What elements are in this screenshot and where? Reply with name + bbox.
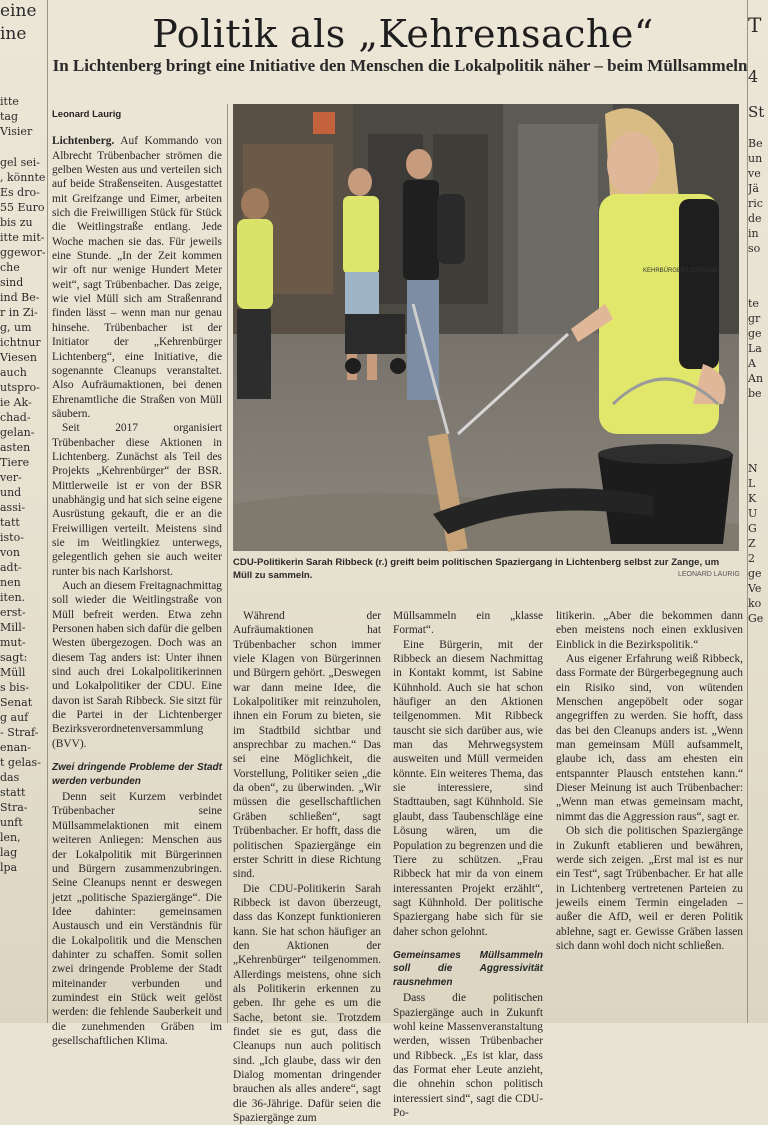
left-edge-fragment: asten: [0, 441, 31, 454]
vest-print: KEHRBÜRGER LICHTENB.: [643, 268, 719, 274]
left-edge-fragment: erst-: [0, 606, 26, 619]
right-edge-fragment: ge: [748, 327, 762, 340]
column-rule: [227, 104, 228, 1023]
paragraph: Auch an diesem Freitagnachmittag soll wieder die Weitlingstraße von Müll befreit werden. Etwa zehn Personen haben sich dafür die gelben Westen übergezogen. Doch was an diesem Tag anders ist: Unter ihnen sind auch drei Lokalpolitikerinnen und Lokalpolitiker der CDU. Eine davon ist Sarah Ribbeck. Sie sitzt für die Partei in der Lichtenberger Bezirksverordnetenversammlung (BVV).: [52, 580, 222, 750]
left-edge-fragment: Mill-: [0, 621, 26, 634]
left-edge-fragment: Müll: [0, 666, 26, 679]
left-edge-fragment: - Straf-: [0, 726, 39, 739]
left-edge-fragment: s bis-: [0, 681, 30, 694]
left-edge-fragment: ggewor-: [0, 246, 46, 259]
dateline: Lichtenberg.: [52, 135, 115, 148]
left-edge-fragment: Es dro-: [0, 186, 40, 199]
article-column-3: [393, 609, 543, 1121]
left-edge-fragment: statt: [0, 786, 26, 799]
left-edge-fragment: auch: [0, 366, 27, 379]
left-edge-fragment: Viesen: [0, 351, 38, 364]
right-edge-fragment: Be: [748, 137, 763, 150]
right-edge-fragment: ric: [748, 197, 763, 210]
paragraph: [52, 134, 222, 421]
right-edge-fragment: La: [748, 342, 762, 355]
left-edge-fragment: ind Be-: [0, 291, 40, 304]
adjacent-article-left-edge: [0, 0, 46, 1023]
crosshead: Zwei dringende Probleme der Stadt werden verbunden: [52, 762, 222, 787]
left-edge-fragment: utspro-: [0, 381, 40, 394]
left-edge-fragment: lpa: [0, 861, 18, 874]
paragraph-text: Auf Kommando von Albrecht Trübenbacher strömen die gelben Westen aus und verteilen sich auf beide Straßenseiten. Ausgestattet mit Greifzange und Eimer, arbeiten sich die Freiwilligen Stück für Stück die Weitlingstraße entlang. Jede Woche machen sie das. Für jeweils eine Stunde. „In der Zeit kommen wir oft nur wenige Hundert Meter weit“, sagt Trübenbacher. Das zeige, wie viel Müll sich am Straßenrand finden lässt – wenn man nur genau hinsehe. Trübenbacher ist der Initiator der „Kehrenbürger Lichtenberg“, eine Initiative, die sogenannte Cleanups veranstaltet. Also Aufräumaktionen, bei denen Ehrenamtliche die Straßen von Müll säubern.: [52, 135, 222, 420]
right-edge-fragment: St: [748, 103, 765, 121]
left-edge-fragment: nen: [0, 576, 21, 589]
right-edge-fragment: T: [748, 13, 762, 37]
paragraph: Denn seit Kurzem verbindet Trübenbacher seine Müllsammelaktionen mit einem weiteren Anliegen: Menschen aus der Lokalpolitik mit Bürgerinnen und Bürgern zusammenzubringen. Seine Cleanups nennt er deswegen jetzt „politische Spaziergänge“. Die Idee dahinter: gemeinsamen Austausch und ein Verständnis für die Lokalpolitik und die Menschen dahinter zu schaffen. Somit sollen zwei dringende Probleme der Stadt miteinander verbunden und zumindest ein Stück weit gelöst werden: die fehlende Sauberkeit und die zunehmenden Gräben im gesellschaftlichen Klima.: [52, 791, 222, 1047]
paragraph: Aus eigener Erfahrung weiß Ribbeck, dass Formate der Bürgerbegegnung auch ein Risiko sind, von wütenden Menschen angepöbelt oder sogar angegriffen zu werden. Sie hofft, dass das bei den Cleanups anders ist. „Wenn man gemeinsam Müll aufsammelt, glaube ich, dass am ehesten ein entspannter Plausch entstehen kann.“ Dieser Meinung ist auch Trübenbacher: „Wenn man etwas gemeinsam macht, nimmt das die Aggression raus“, sagt er.: [556, 653, 743, 823]
left-edge-fragment: enan-: [0, 741, 31, 754]
right-edge-fragment: Jä: [748, 182, 759, 195]
article-column-4: [556, 609, 743, 953]
right-edge-fragment: ve: [748, 167, 761, 180]
right-edge-fragment: K: [748, 492, 757, 505]
article-column-2: [233, 609, 381, 1125]
right-edge-fragment: un: [748, 152, 763, 165]
right-edge-fragment: te: [748, 297, 759, 310]
paragraph: Die CDU-Politikerin Sarah Ribbeck ist davon überzeugt, dass das Konzept funktionieren kann. Sie hat schon häufiger an den Aktionen der „Kehrenbürger“ teilgenommen. Allerdings meistens, ohne sich als Politikerin erkennen zu geben. Ihr gehe es um die Sache, betont sie. Trotzdem findet sie es gut, dass die Cleanups nun auch politisch sind. „Ich glaube, dass wir den Dialog momentan dringender brauchen als alles andere“, sagt die 36-Jährige. Dafür seien die Spaziergänge zum: [233, 882, 381, 1125]
photo-credit: LEONARD LAURIG: [678, 571, 740, 578]
left-edge-fragment: tatt: [0, 516, 20, 529]
article-column-1: [52, 108, 222, 1048]
left-edge-fragment: von: [0, 546, 20, 559]
right-edge-fragment: U: [748, 507, 758, 520]
paragraph: litikerin. „Aber die bekommen dann eben meistens noch einen exklusiven Einblick in die Bezirkspolitik.“: [556, 610, 743, 651]
right-edge-fragment: An: [748, 372, 764, 385]
right-edge-fragment: 4: [748, 67, 759, 86]
left-edge-fragment: und: [0, 486, 22, 499]
right-edge-fragment: Ge: [748, 612, 764, 625]
left-edge-fragment: unft: [0, 816, 23, 829]
paragraph: Müllsammeln ein „klasse Format“.: [393, 610, 543, 637]
left-edge-fragment: Senat: [0, 696, 33, 709]
left-edge-fragment: isto-: [0, 531, 24, 544]
left-edge-fragment: Stra-: [0, 801, 28, 814]
left-edge-fragment: t gelas-: [0, 756, 41, 769]
paragraph: Dass die politischen Spaziergänge auch in Zukunft wohl keine Massenveranstaltung werden, wissen Trübenbacher und Ribbeck. „Es ist klar, dass das Format eher Leute anzieht, die ohnehin schon politisch interessiert sind“, sagt die CDU-Po-: [393, 992, 543, 1120]
right-edge-fragment: Ve: [748, 582, 762, 595]
left-edge-fragment: Tiere: [0, 456, 30, 469]
right-edge-fragment: A: [748, 357, 756, 370]
left-edge-fragment: r in Zi-: [0, 306, 38, 319]
right-edge-fragment: be: [748, 387, 762, 400]
left-edge-fragment: itte: [0, 95, 19, 108]
photo-street-cleanup: [233, 104, 739, 551]
left-edge-fragment: ie Ak-: [0, 396, 32, 409]
left-edge-fragment: g auf: [0, 711, 29, 724]
left-edge-fragment-1: ine: [0, 24, 27, 44]
left-edge-fragment: bis zu: [0, 216, 33, 229]
column-rule: [47, 0, 48, 1023]
right-edge-fragment: 2: [748, 552, 755, 565]
paragraph: Seit 2017 organisiert Trübenbacher diese Aktionen in Lichtenberg. Zunächst als Teil des Projekts „Kehrenbürger“ der BSR. Mittlerweile ist er von der BSR unabhängig und hat sich seine eigene Ausrüstung gekauft, die er an die Freiwilligen verteilt. Meistens sind sie im Weitlingkiez unterwegs, gelegentlich gehen sie auch weiter runter bis nach Karlshorst.: [52, 422, 222, 578]
right-edge-fragment: ge: [748, 567, 762, 580]
left-edge-fragment: sagt:: [0, 651, 28, 664]
right-edge-fragment: G: [748, 522, 757, 535]
right-edge-fragment: ko: [748, 597, 762, 610]
right-edge-fragment: so: [748, 242, 761, 255]
left-edge-fragment: ichtnur: [0, 336, 41, 349]
left-edge-fragment: , könnte: [0, 171, 46, 184]
left-edge-fragment: gel sei-: [0, 156, 40, 169]
paragraph: Während der Aufräumaktionen hat Trübenbacher schon immer viele Klagen von Bürgerinnen und Bürgern gehört. „Deswegen war dann meine Idee, die Lokalpolitiker mit reinzuholen, ihnen ein Forum zu bieten, sie im Stadtbild sichtbar und ansprechbar zu machen.“ Das sei eine Möglichkeit, die Vorstellung, Politiker seien „die da oben“, zu überwinden. „Wir müssen die gesellschaftlichen Gräben schließen“, sagt Trübenbacher. Er hofft, dass die politischen Spaziergänge ein erster Schritt in diese Richtung sind.: [233, 610, 381, 881]
adjacent-article-right-edge: [748, 0, 768, 1023]
right-edge-fragment: N: [748, 462, 758, 475]
column-rule: [747, 0, 748, 1023]
left-edge-fragment: assi-: [0, 501, 26, 514]
paragraph: Ob sich die politischen Spaziergänge in Zukunft etablieren und bewähren, werde sich zeigen. „Erst mal ist es nur ein Test“, sagt Trübenbacher. Er hat alle in Lichtenberg vertretenen Parteien zu jeweils einem Termin eingeladen – außer die AfD, weil er deren Politik ablehne, sagt er. Gewisse Gräben lassen sich dann wohl doch nicht schließen.: [556, 825, 743, 952]
paragraph: Eine Bürgerin, mit der Ribbeck an diesem Nachmittag in Kontakt kommt, ist Sabine Kühnhold. Auch sie hat schon häufiger an den Aktionen teilgenommen. Mit Ribbeck tauscht sie sich darüber aus, wie man das Mehrwegsystem ausweiten und Müll vermeiden könnte. Ein weiteres Thema, das sie interessiere, sind Stadttauben, sagt Kühnhold. Sie glaubt, dass Taubenschläge eine Lösung wären, um die Population zu begrenzen und die Tiere zu schützen. „Frau Ribbeck hat mir da von einem interessanten Projekt erzählt“, sagt Kühnhold. Der politische Spaziergang habe sich für sie daher schon gelohnt.: [393, 638, 543, 938]
left-edge-fragment: gelan-: [0, 426, 35, 439]
crosshead: Gemeinsames Müllsammeln soll die Aggressivität rausnehmen: [393, 949, 543, 988]
left-edge-fragment: chad-: [0, 411, 31, 424]
photo-caption: CDU-Politikerin Sarah Ribbeck (r.) greift beim politischen Spaziergang in Lichtenberg selbst zur Zange, um Müll zu sammeln.: [233, 557, 720, 581]
right-edge-fragment: L: [748, 477, 756, 490]
left-edge-fragment: das: [0, 771, 20, 784]
left-edge-fragment: ver-: [0, 471, 22, 484]
left-edge-fragment: 55 Euro: [0, 201, 45, 214]
left-edge-fragment: Visier: [0, 125, 33, 138]
left-edge-fragment: iten.: [0, 591, 26, 604]
article-headline: Politik als „Kehrensache“: [152, 12, 654, 56]
left-edge-fragment: g, um: [0, 321, 32, 334]
left-edge-fragment: mut-: [0, 636, 26, 649]
right-edge-fragment: in: [748, 227, 759, 240]
left-edge-fragment: adt-: [0, 561, 22, 574]
left-edge-fragment-0: eine: [0, 1, 37, 21]
left-edge-fragment: che sind: [0, 261, 24, 289]
article-subheadline: In Lichtenberg bringt eine Initiative den Menschen die Lokalpolitik näher – beim Müllsammeln: [52, 56, 748, 75]
right-edge-fragment: de: [748, 212, 762, 225]
author-byline: Leonard Laurig: [52, 109, 122, 120]
right-edge-fragment: Z: [748, 537, 756, 550]
article-photo: [233, 104, 739, 551]
right-edge-fragment: gr: [748, 312, 761, 325]
left-edge-fragment: itte mit-: [0, 231, 45, 244]
left-edge-fragment: len,: [0, 831, 21, 844]
left-edge-fragment: lag: [0, 846, 18, 859]
left-edge-fragment: tag: [0, 110, 19, 123]
